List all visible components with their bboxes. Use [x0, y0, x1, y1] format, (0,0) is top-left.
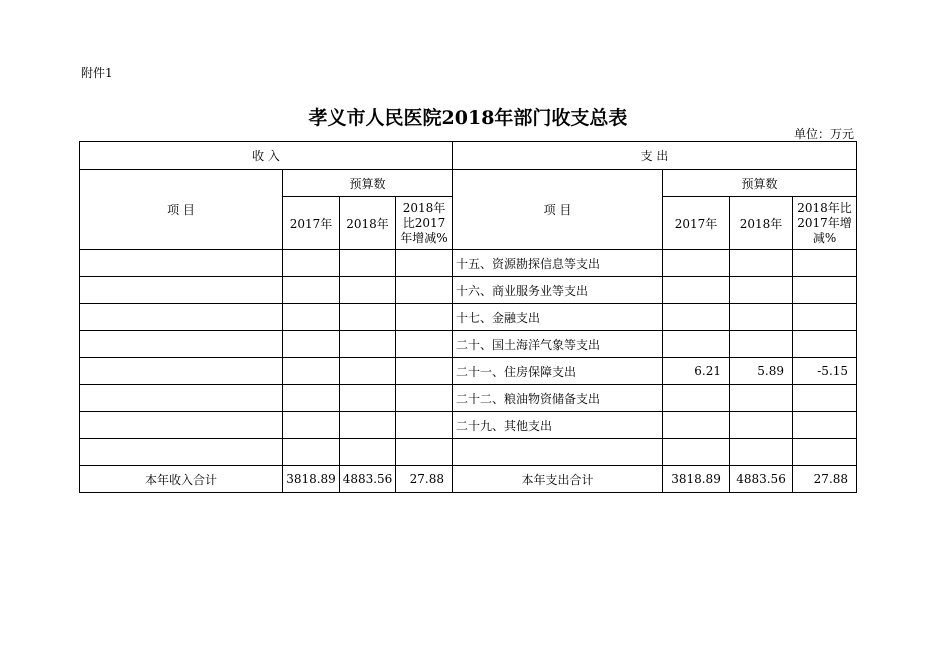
- table-row: [80, 250, 857, 277]
- expense-2018-value: [730, 331, 793, 358]
- expense-2018-value: [730, 385, 793, 412]
- totals-row: [80, 466, 857, 493]
- income-section-header: 收 入: [80, 142, 453, 170]
- expense-total-label: 本年支出合计: [453, 466, 663, 493]
- expense-change-value: [793, 412, 857, 439]
- empty-row: [80, 439, 857, 466]
- income-total-2018: 4883.56: [340, 466, 396, 493]
- expense-change-header: 2018年比2017年增减%: [793, 197, 857, 250]
- expense-2017-header: 2017年: [663, 197, 730, 250]
- budget-summary-table: [79, 141, 857, 493]
- expense-item: 二十一、住房保障支出: [453, 358, 663, 385]
- expense-2018-value: [730, 250, 793, 277]
- expense-2018-value: 5.89: [730, 358, 793, 385]
- expense-2017-value: [663, 304, 730, 331]
- table-row: [80, 412, 857, 439]
- income-budget-header: 预算数: [283, 170, 453, 197]
- table-row: [80, 331, 857, 358]
- expense-2018-header: 2018年: [730, 197, 793, 250]
- expense-2017-value: [663, 277, 730, 304]
- income-total-label: 本年收入合计: [80, 466, 283, 493]
- section-header-row: [80, 142, 857, 170]
- expense-item-header: 项 目: [453, 170, 663, 250]
- table-row: [80, 385, 857, 412]
- expense-2018-value: [730, 304, 793, 331]
- expense-budget-header: 预算数: [663, 170, 857, 197]
- expense-section-header: 支 出: [453, 142, 857, 170]
- expense-change-value: [793, 304, 857, 331]
- expense-item: 十五、资源勘探信息等支出: [453, 250, 663, 277]
- budget-header-row: [80, 170, 857, 197]
- expense-2018-value: [730, 277, 793, 304]
- income-2017-header: 2017年: [283, 197, 340, 250]
- table-row: [80, 358, 857, 385]
- expense-item: 二十九、其他支出: [453, 412, 663, 439]
- expense-change-value: [793, 385, 857, 412]
- page-title: 孝义市人民医院2018年部门收支总表: [308, 107, 628, 129]
- income-total-2017: 3818.89: [283, 466, 340, 493]
- expense-2017-value: 6.21: [663, 358, 730, 385]
- income-total-change: 27.88: [396, 466, 453, 493]
- expense-2017-value: [663, 331, 730, 358]
- attachment-label: 附件1: [81, 66, 113, 80]
- income-2018-header: 2018年: [340, 197, 396, 250]
- expense-item: 二十、国土海洋气象等支出: [453, 331, 663, 358]
- table-row: [80, 277, 857, 304]
- expense-item: 二十二、粮油物资储备支出: [453, 385, 663, 412]
- expense-total-2017: 3818.89: [663, 466, 730, 493]
- expense-2017-value: [663, 412, 730, 439]
- income-change-header: 2018年比2017年增减%: [396, 197, 453, 250]
- expense-change-value: -5.15: [793, 358, 857, 385]
- expense-item: 十七、金融支出: [453, 304, 663, 331]
- expense-change-value: [793, 331, 857, 358]
- income-item-header: 项 目: [80, 170, 283, 250]
- table-row: [80, 304, 857, 331]
- unit-label: 单位：万元: [793, 127, 854, 141]
- expense-2017-value: [663, 250, 730, 277]
- expense-total-change: 27.88: [793, 466, 857, 493]
- expense-change-value: [793, 250, 857, 277]
- expense-change-value: [793, 277, 857, 304]
- expense-total-2018: 4883.56: [730, 466, 793, 493]
- expense-2018-value: [730, 412, 793, 439]
- expense-2017-value: [663, 385, 730, 412]
- expense-item: 十六、商业服务业等支出: [453, 277, 663, 304]
